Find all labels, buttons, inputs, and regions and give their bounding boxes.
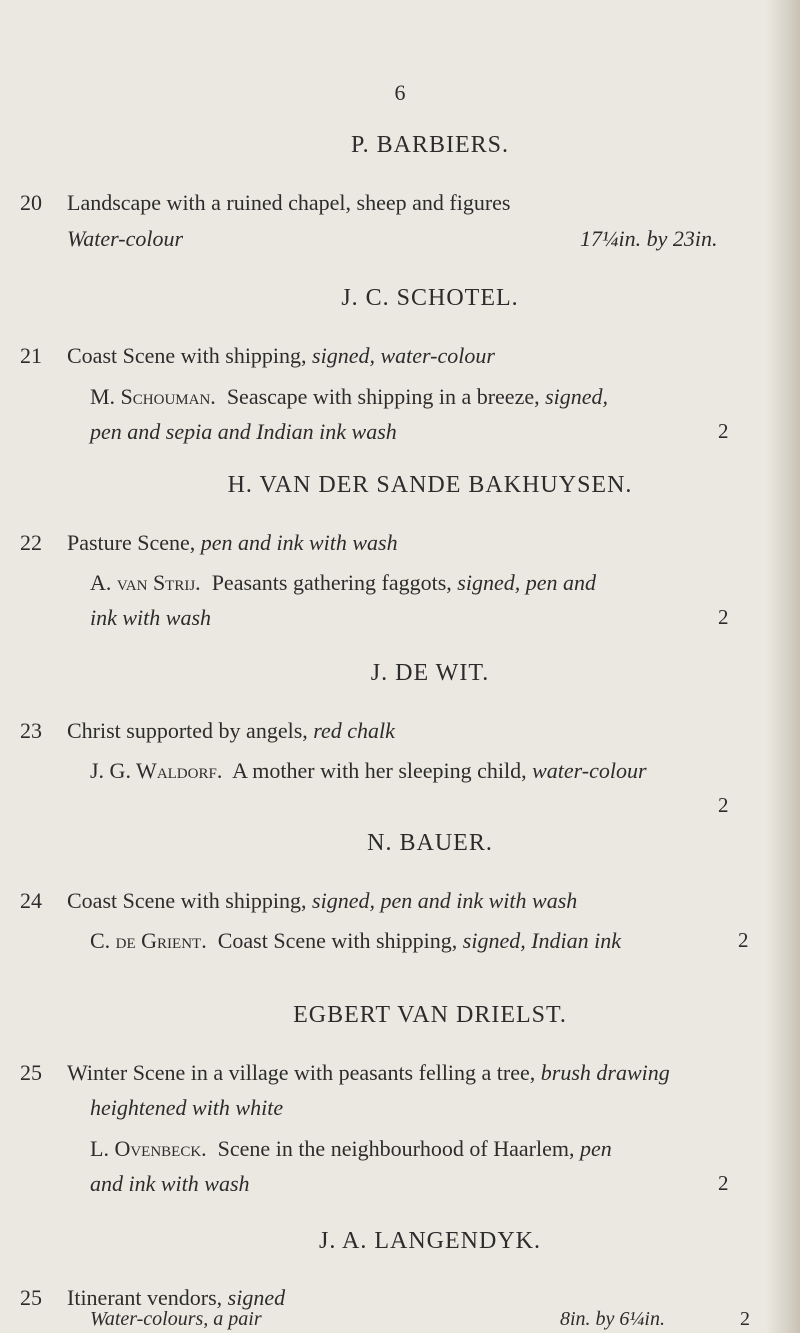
artist-heading: H. VAN DER SANDE BAKHUYSEN. — [227, 472, 633, 498]
companion-line — [90, 928, 621, 954]
companion-medium: signed, — [545, 384, 609, 409]
lot-title-text: Coast Scene with shipping, — [67, 343, 307, 368]
artist-heading: N. BAUER. — [367, 830, 493, 856]
lot-title-medium: signed, water-colour — [312, 343, 495, 368]
lot-title — [67, 1060, 670, 1086]
artist-heading: J. DE WIT. — [370, 660, 490, 686]
companion-line-2 — [90, 419, 397, 445]
lot-title-text: Itinerant vendors, — [67, 1285, 223, 1310]
quantity: 2 — [738, 928, 749, 952]
artist-heading: EGBERT VAN DRIELST. — [293, 1002, 567, 1028]
companion-line — [90, 570, 596, 596]
lot-title-text: Pasture Scene, — [67, 530, 196, 555]
lot-number: 25 — [20, 1060, 42, 1085]
lot-title-text: Coast Scene with shipping, — [67, 888, 307, 913]
companion-artist: M. Schouman. — [90, 384, 216, 409]
lot-number: 25 — [20, 1285, 42, 1310]
companion-line — [90, 1136, 612, 1162]
lot-dimensions: 17¼in. by 23in. — [580, 226, 718, 251]
artist-heading: J. A. LANGENDYK. — [319, 1228, 541, 1254]
lot-dimensions: 8in. by 6¼in. — [560, 1308, 665, 1330]
companion-line-2 — [90, 1171, 250, 1197]
quantity: 2 — [718, 419, 729, 443]
quantity: 2 — [718, 1171, 729, 1195]
lot-title — [67, 343, 495, 369]
lot-title-medium: pen and ink with wash — [200, 530, 398, 555]
companion-medium-2: ink with wash — [90, 605, 212, 630]
lot-number: 23 — [20, 718, 42, 743]
companion-line — [90, 384, 608, 410]
companion-medium: signed, pen and — [457, 570, 596, 595]
companion-artist: C. de Grient. — [90, 928, 207, 953]
quantity: 2 — [718, 605, 729, 629]
companion-artist: L. Ovenbeck. — [90, 1136, 207, 1161]
artist-heading: P. BARBIERS. — [350, 132, 510, 158]
companion-artist: A. van Strij. — [90, 570, 201, 595]
lot-title-line-2 — [90, 1095, 283, 1121]
companion-line — [90, 758, 647, 784]
companion-medium-2: pen and sepia and Indian ink wash — [90, 419, 397, 444]
lot-number: 21 — [20, 343, 42, 368]
companion-title: Peasants gathering faggots, — [211, 570, 452, 595]
companion-medium: water-colour — [532, 758, 647, 783]
artist-heading: J. C. SCHOTEL. — [341, 285, 519, 311]
lot-title — [67, 888, 577, 914]
page-number: 6 — [394, 80, 406, 105]
quantity: 2 — [740, 1308, 750, 1330]
lot-number: 24 — [20, 888, 42, 913]
lot-title — [67, 718, 395, 744]
companion-medium: pen — [579, 1136, 612, 1161]
companion-title: Coast Scene with shipping, — [217, 928, 458, 953]
companion-medium-2: and ink with wash — [90, 1171, 250, 1196]
lot-title-medium: signed, pen and ink with wash — [312, 888, 578, 913]
lot-medium: Water-colour — [67, 226, 184, 251]
lot-title — [67, 530, 398, 556]
lot-title-medium: red chalk — [313, 718, 395, 743]
lot-title: Landscape with a ruined chapel, sheep and figures — [67, 190, 511, 215]
quantity: 2 — [718, 793, 729, 817]
lot-title-text: Christ supported by angels, — [67, 718, 308, 743]
lot-title-text: Winter Scene in a village with peasants felling a tree, — [67, 1060, 536, 1085]
companion-title: Scene in the neighbourhood of Haarlem, — [217, 1136, 575, 1161]
companion-medium: signed, Indian ink — [462, 928, 622, 953]
lot-number: 22 — [20, 530, 42, 555]
lot-number: 20 — [20, 190, 42, 215]
companion-title: Seascape with shipping in a breeze, — [226, 384, 540, 409]
companion-line-2 — [90, 605, 211, 631]
lot-title-medium-2: heightened with white — [90, 1095, 284, 1120]
companion-title: A mother with her sleeping child, — [232, 758, 527, 783]
lot-medium: Water-colours, a pair — [90, 1308, 262, 1330]
lot-title-medium: brush drawing — [540, 1060, 670, 1085]
lot-title-medium: signed — [227, 1285, 286, 1310]
companion-artist: J. G. Waldorf. — [90, 758, 223, 783]
